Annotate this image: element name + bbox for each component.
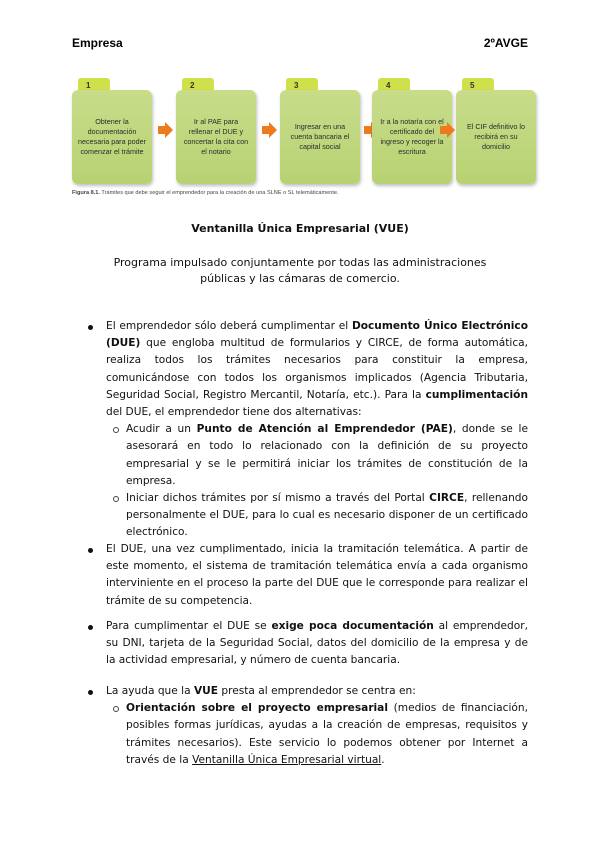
step-number: 4 xyxy=(378,78,410,92)
bullet-list xyxy=(88,318,528,542)
step-number: 5 xyxy=(462,78,494,92)
bullet-list xyxy=(88,541,528,610)
caption-text: Trámites que debe seguir el emprendedor para la creación de una SLNE o SL telemáticamente. xyxy=(99,190,339,196)
text: Para cumplimentar el DUE se xyxy=(106,620,272,632)
step-3 xyxy=(280,78,360,184)
sub-list-item xyxy=(88,490,528,542)
list-item xyxy=(88,541,528,610)
bullet-list xyxy=(88,618,528,670)
step-text: Ir al PAE para rellenar el DUE y concertar la cita con el notario xyxy=(176,90,256,184)
text: La ayuda que la xyxy=(106,685,194,697)
step-text: Ingresar en una cuenta bancaria el capital social xyxy=(280,90,360,184)
bold-text: Punto de Atención al Emprendedor (PAE) xyxy=(196,423,453,436)
text: del DUE, el emprendedor tiene dos alternativas: xyxy=(106,406,362,419)
step-text: Obtener la documentación necesaria para poder comenzar el trámite xyxy=(72,90,152,184)
step-text: El CIF definitivo lo recibirá en su domicilio xyxy=(456,90,536,184)
step-number: 1 xyxy=(78,78,110,92)
sub-list-item xyxy=(88,421,528,490)
step-1 xyxy=(72,78,152,184)
section-title: Ventanilla Única Empresarial (VUE) xyxy=(191,222,409,235)
text: Iniciar dichos trámites por sí mismo a través del Portal xyxy=(126,492,430,505)
process-figure xyxy=(72,78,532,186)
sub-bullet-icon xyxy=(113,706,119,712)
step-2 xyxy=(176,78,256,184)
text: al emprendedor, su DNI, tarjeta de la Seguridad Social, datos del domicilio de la empresa y de la actividad empresarial, y número de cuenta bancaria. xyxy=(106,620,528,667)
arrow-right-icon xyxy=(440,122,454,138)
bold-text: Orientación sobre el proyecto empresarial xyxy=(126,702,388,715)
list-item xyxy=(88,683,528,700)
bold-text: VUE xyxy=(193,685,218,697)
step-number: 3 xyxy=(286,78,318,92)
step-number: 2 xyxy=(182,78,214,92)
sub-bullet-icon xyxy=(113,496,119,502)
text: Acudir a un xyxy=(126,423,197,436)
text: El DUE, una vez cumplimentado, inicia la tramitación telemática. A partir de este momento, el sistema de tramitación telemática envía a cada organismo interviniente en el proceso la parte del DUE que le corresponde para realizar el trámite de su competencia. xyxy=(106,543,528,607)
text: que engloba multitud de formularios y CIRCE, de forma automática, realiza todos los trámites necesarios para constituir la empresa, comunicándose con todos los organismos implicados (Agencia Tributaria, Seguridad Social, Registro Mercantil, Notaría, etc.). Para la xyxy=(106,337,528,401)
header-subject: Empresa xyxy=(72,36,123,50)
bullet-list xyxy=(88,683,528,769)
text: , donde se le asesorará en todo lo relacionado con la definición de su proyecto empresarial y se le permitirá iniciar los trámites de constitución de la empresa. xyxy=(126,423,528,487)
text: El emprendedor sólo deberá cumplimentar el xyxy=(106,320,352,332)
figure-caption xyxy=(72,190,339,196)
list-item xyxy=(88,318,528,421)
list-item xyxy=(88,618,528,670)
step-text: Ir a la notaría con el certificado del ingreso y recoger la escritura xyxy=(372,90,452,184)
header-course: 2ºAVGE xyxy=(483,36,528,50)
bold-text: exige poca documentación xyxy=(271,620,434,632)
sub-list-item xyxy=(88,700,528,769)
text: (medios de financiación, posibles formas jurídicas, ayudas a la creación de empresas, requisitos y trámites necesarios). Este servicio lo podemos obtener por Internet a través de la xyxy=(126,702,528,766)
bold-text: cumplimentación xyxy=(425,388,528,401)
vue-virtual-link[interactable]: Ventanilla Única Empresarial virtual xyxy=(192,753,382,766)
step-5 xyxy=(456,78,536,184)
bullet-icon xyxy=(88,548,93,553)
text: . xyxy=(381,753,385,766)
caption-label: Figura 8.1. xyxy=(72,190,100,196)
text: , rellenando personalmente el DUE, para lo cual es necesario disponer de un certificado electrónico. xyxy=(126,492,529,539)
intro-paragraph: Programa impulsado conjuntamente por todas las administraciones públicas y las cámaras de comercio. xyxy=(113,256,487,285)
bullet-icon xyxy=(88,690,93,695)
bullet-icon xyxy=(88,625,93,630)
arrow-right-icon xyxy=(262,122,276,138)
arrow-right-icon xyxy=(158,122,172,138)
bold-text: Documento Único Electrónico (DUE) xyxy=(106,320,528,350)
text: presta al emprendedor se centra en: xyxy=(218,685,416,697)
bold-text: CIRCE xyxy=(429,492,465,505)
sub-bullet-icon xyxy=(113,427,119,433)
bullet-icon xyxy=(88,325,93,330)
